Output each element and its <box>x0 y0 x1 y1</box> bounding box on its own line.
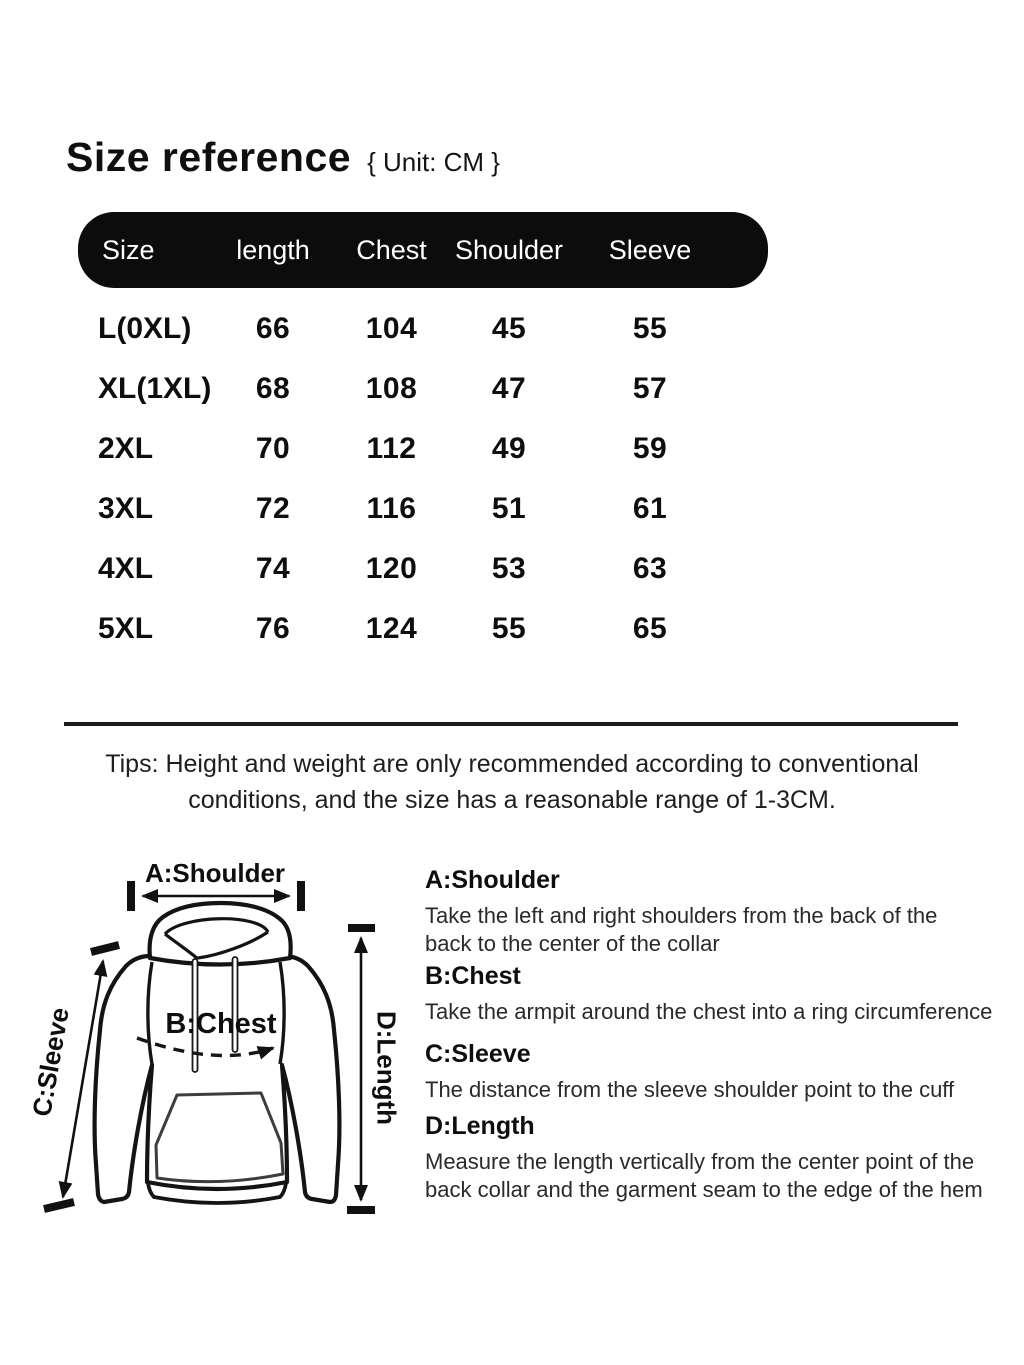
cell-length: 74 <box>255 552 291 585</box>
guide-section-length <box>425 1112 1000 1204</box>
col-header-sleeve: Sleeve <box>608 234 692 265</box>
cell-sleeve: 59 <box>632 432 668 465</box>
cell-shoulder: 51 <box>491 492 527 525</box>
table-row <box>78 539 768 599</box>
cell-length: 76 <box>255 612 291 645</box>
guide-section-sleeve <box>425 1040 1024 1104</box>
diagram-label-shoulder: A:Shoulder <box>144 858 286 888</box>
cell-shoulder: 53 <box>491 552 527 585</box>
guide-section-shoulder <box>425 866 950 958</box>
cell-shoulder: 49 <box>491 432 527 465</box>
diagram-label-sleeve: C:Sleeve <box>26 1005 75 1119</box>
cell-chest: 120 <box>365 552 418 585</box>
cell-length: 70 <box>255 432 291 465</box>
size-table-header <box>78 212 768 288</box>
guide-body: Take the left and right shoulders from the back of the back to the center of the collar <box>425 903 938 956</box>
cell-size: 3XL <box>98 492 154 525</box>
hoodie-measure-diagram <box>30 852 422 1262</box>
cell-length: 68 <box>255 372 291 405</box>
guide-heading: B:Chest <box>425 962 521 990</box>
col-header-shoulder: Shoulder <box>454 234 564 265</box>
cell-length: 72 <box>255 492 291 525</box>
col-header-size: Size <box>102 234 155 265</box>
section-divider <box>64 722 958 726</box>
guide-body: Take the armpit around the chest into a ring circumference <box>425 999 993 1024</box>
cell-sleeve: 65 <box>632 612 668 645</box>
tips-line-1: Tips: Height and weight are only recommended according to conventional <box>105 750 919 778</box>
guide-body: The distance from the sleeve shoulder point to the cuff <box>425 1077 955 1102</box>
table-row <box>78 419 768 479</box>
cell-size: 4XL <box>98 552 154 585</box>
title-text: Size reference <box>66 134 352 180</box>
cell-chest: 116 <box>366 492 417 525</box>
title-unit: { Unit: CM } <box>367 147 500 177</box>
diagram-label-chest: B:Chest <box>165 1008 277 1040</box>
cell-size: 5XL <box>98 612 154 645</box>
hoodie-hood <box>150 903 291 965</box>
cell-chest: 124 <box>365 612 418 645</box>
table-row <box>78 359 768 419</box>
guide-body: Measure the length vertically from the center point of the back collar and the garment seam to the edge of the hem <box>425 1149 983 1202</box>
cell-shoulder: 47 <box>491 372 527 405</box>
cell-size: L(0XL) <box>98 312 192 345</box>
cell-shoulder: 55 <box>491 612 527 645</box>
cell-chest: 104 <box>365 312 418 345</box>
cell-sleeve: 63 <box>632 552 668 585</box>
page-title <box>66 134 500 181</box>
cell-size: 2XL <box>98 432 154 465</box>
cell-length: 66 <box>255 312 291 345</box>
guide-heading: C:Sleeve <box>425 1040 531 1068</box>
diagram-label-length: D:Length <box>371 1010 402 1126</box>
cell-sleeve: 61 <box>632 492 668 525</box>
cell-sleeve: 57 <box>632 372 668 405</box>
cell-shoulder: 45 <box>491 312 527 345</box>
size-table-body <box>78 299 768 659</box>
table-row <box>78 479 768 539</box>
table-row <box>78 299 768 359</box>
guide-heading: A:Shoulder <box>425 866 560 894</box>
cell-size: XL(1XL) <box>98 372 212 405</box>
tips-note <box>0 746 1024 818</box>
kangaroo-pocket <box>156 1093 283 1182</box>
table-row <box>78 599 768 659</box>
guide-heading: D:Length <box>425 1112 535 1140</box>
cell-chest: 108 <box>365 372 418 405</box>
cell-chest: 112 <box>366 432 417 465</box>
tips-line-2: conditions, and the size has a reasonable range of 1-3CM. <box>188 786 836 814</box>
col-header-length: length <box>236 234 310 265</box>
col-header-chest: Chest <box>356 234 427 265</box>
guide-section-chest <box>425 962 1024 1026</box>
cell-sleeve: 55 <box>632 312 668 345</box>
